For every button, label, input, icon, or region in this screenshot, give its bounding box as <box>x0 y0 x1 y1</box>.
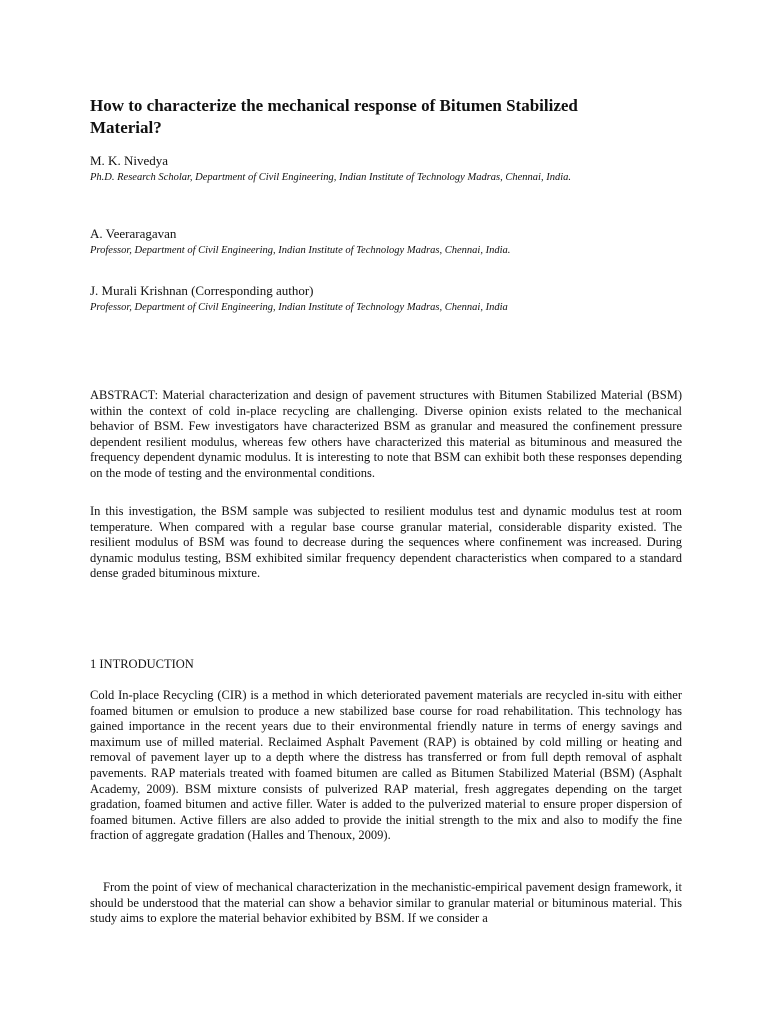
author-affiliation: Ph.D. Research Scholar, Department of Civil Engineering, Indian Institute of Technology Madras, Chennai, India. <box>90 172 572 183</box>
author-name: M. K. Nivedya <box>90 153 168 168</box>
abstract-paragraph: In this investigation, the BSM sample was subjected to resilient modulus test and dynamic modulus test at room temperature. When compared with a regular base course granular material, considerable disparity existed. The resilient modulus of BSM was found to decrease during the sequences where confinement was increased. During dynamic modulus testing, BSM exhibited similar frequency dependent characteristics when compared to a standard dense graded bituminous mixture. <box>90 504 682 581</box>
author-name: J. Murali Krishnan (Corresponding author) <box>90 283 314 298</box>
section-heading: 1 INTRODUCTION <box>90 657 194 671</box>
body-paragraph: Cold In-place Recycling (CIR) is a method in which deteriorated pavement materials are recycled in-situ with either foamed bitumen or emulsion to produce a new stabilized base course for road rehabilitation. This technology has gained importance in the recent years due to their environmental friendly nature in terms of energy savings and maximum use of milled material. Reclaimed Asphalt Pavement (RAP) is obtained by cold milling or heating and removal of pavement layer up to a depth where the distress has transferred or from full depth removal of asphalt pavements. RAP materials treated with foamed bitumen are called as Bitumen Stabilized Material (BSM) (Asphalt Academy, 2009). BSM mixture consists of pulverized RAP material, fresh aggregates depending on the target gradation, foamed bitumen and active filler. Water is added to the pulverized material to ensure proper dispersion of foamed bitumen. Active fillers are also added to provide the initial strength to the mix and also to modify the fine fraction of aggregate gradation (Halles and Thenoux, 2009). <box>90 688 682 843</box>
author-affiliation: Professor, Department of Civil Engineering, Indian Institute of Technology Madras, Chennai, India. <box>90 245 511 256</box>
author-name: A. Veeraragavan <box>90 226 177 241</box>
abstract-paragraph: ABSTRACT: Material characterization and design of pavement structures with Bitumen Stabilized Material (BSM) within the context of cold in-place recycling are challenging. Diverse opinion exists related to the mechanical behavior of BSM. Few investigators have characterized BSM as granular and measured the confinement pressure dependent resilient modulus, whereas few others have characterized this material as bituminous and measured the frequency dependent dynamic modulus. It is interesting to note that BSM can exhibit both these responses depending on the mode of testing and the environmental conditions. <box>90 388 682 480</box>
author-affiliation: Professor, Department of Civil Engineering, Indian Institute of Technology Madras, Chennai, India <box>90 302 508 313</box>
paper-title: How to characterize the mechanical response of Bitumen Stabilized Material? <box>90 96 578 137</box>
body-paragraph: From the point of view of mechanical characterization in the mechanistic-empirical pavement design framework, it should be understood that the material can show a behavior similar to granular material or bituminous material. This study aims to explore the material behavior exhibited by BSM. If we consider a <box>90 880 682 926</box>
